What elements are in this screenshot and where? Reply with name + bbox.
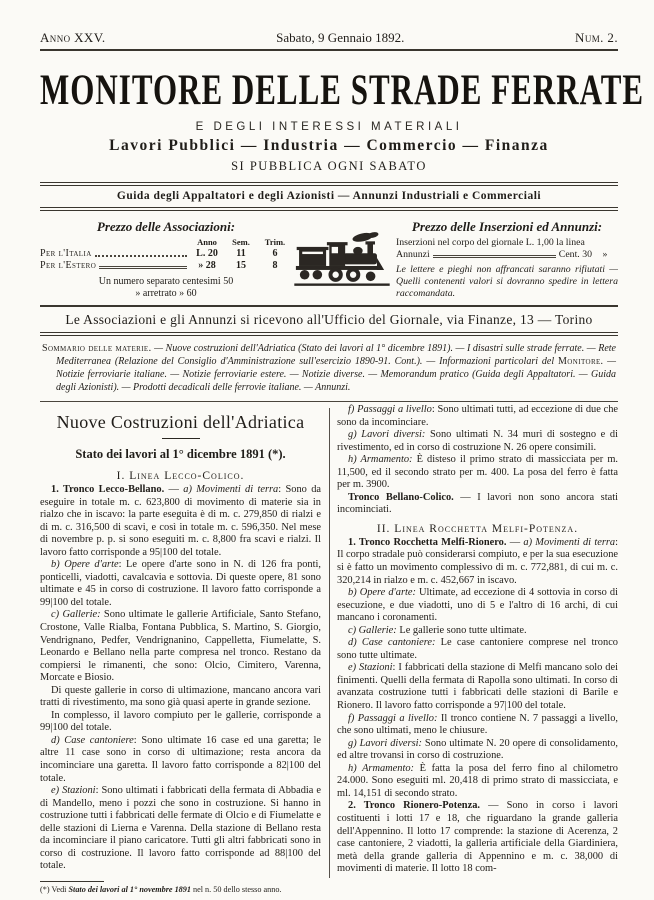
annunzi-unit: » (602, 249, 608, 260)
anno-label: Anno XXV. (40, 30, 106, 45)
paragraph (40, 785, 321, 873)
dot-leader (99, 265, 187, 269)
text-segment: In complesso, il lavoro compiuto per le gallerie, corrisponde a 99|100 del totale. (40, 709, 321, 734)
text-segment: Ultimate, ad eccezione di 4 sottovia in corso di esecuzione, e due viadotti, uno di 5 e l'altro di 16 archi, di cui mancano i coronamenti. (337, 587, 618, 624)
right-column (337, 404, 618, 900)
text-segment: d) Case cantoniere: (348, 637, 436, 649)
text-segment: — Sono in corso i lavori costituenti i lotti 17 e 18, che riguardano la grande galleria dell'Appennino. Il lotto 17 comprende: la stazione di Acerenza, 2 case cantoniere, 2 viadotti, la galleria artificiale della Giardiniera, metà della grande galleria di Appennino e m. c. 38,000 di movimenti di materie. Il lotto 18 com- (337, 800, 618, 875)
back-copy-note: » arretrato » 60 (135, 288, 197, 299)
date-label: Sabato, 9 Gennaio 1892. (276, 30, 405, 45)
text-segment: Sono ultimate N. 20 opere di consolidamento, ed altre trovansi in corso di costruzione. (337, 737, 618, 762)
text-segment: : Il corpo stradale può considerarsi compiuto, e per la sua esecuzione si è fatto un movimento complessivo di m. c. 772,881, di cui m. c. 320,214 in rialzo e m. c. 452,667 in iscavo. (337, 536, 618, 586)
price-anno: L. 20 (196, 248, 218, 259)
text-segment: — Nuove costruzioni dell'Adriatica (Stato dei lavori al 1° dicembre 1891). — I disastri sulle strade ferrate. — Rete Mediterranea (Relazione del Consiglio d'Amministrazione sull'esercizio 1890-91. Cont.). — Informazioni particolari del (56, 343, 616, 367)
text-segment: a) Movimenti di terra (523, 536, 616, 548)
dot-leader (433, 254, 556, 258)
text-segment: : Sono da eseguire in totale m. c. 623,800 di movimento di materie sia in rialzo che in iscavo: la parte eseguita è di m. c. 279,850 di rialzi e di m. c. 316,500 di scavi, e così in totale m. c. 596,350. Nel mese di novembre p. p. si sono eseguiti m. c. 8,800 fra scavi e rialzi. Il lavoro fatto corrisponde a 95|100 del totale. (40, 484, 322, 558)
article-title-underline (162, 438, 200, 439)
text-segment: — (164, 484, 184, 495)
paragraph (40, 735, 321, 785)
text-segment: : Sono ultimati i fabbricati della fermata di Abbadia e di Mandello, meno i pozzi che sono in costruzione. Si hanno in costruzione tutti i fabbricati delle fermate di Olcio e di Fiumelatte e delle stazioni di Lierna e Varenna. Della stazione di Bellano resta da incominciare il piano caricatore. Tutti gli altri fabbricati sono in corso di costruzione. Il lavoro fatto corrisponde ad 88|100 del totale. (40, 785, 322, 872)
section-heading-linea-lecco-colico: I. Linea Lecco-Colico. (116, 470, 245, 482)
col-header-trim: Trim. (264, 237, 286, 247)
price-trim: 8 (272, 260, 278, 271)
annunzi-price: Cent. 30 (558, 249, 592, 260)
article-columns (40, 404, 618, 900)
paragraph (337, 738, 618, 763)
associazioni-header-row (40, 237, 292, 247)
text-segment: h) Armamento: (348, 762, 415, 774)
col-header-sem: Sem. (232, 237, 250, 247)
text-segment: e) Stazioni (348, 662, 393, 674)
newspaper-subtitle-3: SI PUBBLICA OGNI SABATO (231, 159, 427, 173)
text-segment: Tronco Bellano-Colico. (348, 491, 454, 503)
spacer (40, 237, 190, 247)
text-segment: 1. Tronco Rocchetta Melfi-Rionero. (348, 536, 507, 548)
article-subtitle: Stato dei lavori al 1° dicembre 1891 (*). (75, 447, 286, 461)
text-segment: Stato dei lavori al 1° novembre 1891 (68, 884, 191, 894)
banner-section (40, 182, 618, 211)
price-sem: 15 (236, 260, 246, 271)
paragraph (337, 492, 618, 517)
text-segment: . — Notizie ferroviarie italiane. — Notizie ferroviarie estere. — Notizie diverse. — Memorandum pratico (Guida degli Appaltatori. — Guida degli Azionisti). — Prodotti decadicali delle ferrovie italiane. — Annunzi. (56, 356, 616, 393)
price-row-italia (40, 248, 292, 259)
masthead-header-row (40, 30, 618, 46)
text-segment: h) Armamento: (348, 454, 413, 466)
text-segment: Le case cantoniere comprese nel tronco sono tutte ultimate. (337, 637, 618, 661)
paragraph (40, 609, 321, 684)
col-header-anno: Anno (197, 237, 217, 247)
prices-section (40, 219, 618, 305)
inserzioni-note: Le lettere e pieghi non affrancati saranno rifiutati — Quelli contenenti valori si dovranno spedire in lettera raccomandata. (396, 264, 618, 300)
text-segment: a) Movimenti di terra (183, 484, 279, 495)
column-divider (329, 408, 330, 878)
annunzi-label: Annunzi (396, 249, 430, 260)
associazioni-table (40, 237, 292, 271)
text-segment: : Le opere d'arte sono in N. di 126 fra ponti, ponticelli, viadotti, cavalcavia e sottovia. Di queste opere, 81 sono ultimate e 45 in corso di costruzione. Il lavoro fatto corrisponde a 99|100 del totale. (40, 559, 321, 608)
paragraph (40, 559, 321, 609)
footnote (40, 885, 321, 895)
paragraph (337, 625, 618, 638)
text-segment: Di queste gallerie in corso di ultimazione, mancano ancora vari tratti di rivestimento, ma sono già quasi aperte in grande sezione. (40, 684, 321, 709)
paragraph (337, 713, 618, 738)
masthead-title-line (40, 65, 645, 114)
text-segment: b) Opere d'arte: (348, 587, 416, 599)
text-segment: b) Opere d'arte (51, 559, 119, 571)
associazioni-heading: Prezzo delle Associazioni: (96, 219, 236, 234)
inserzioni-line-2 (396, 249, 618, 260)
paragraph (337, 662, 618, 712)
price-row-estero (40, 260, 292, 271)
banner-bottom-rule (40, 207, 618, 211)
text-segment: È fatta la posa del ferro fino al chilometro 24.000. Sono eseguiti ml. 20,418 di primo strato di massicciata, e ml. 14,151 di secondo strato. (337, 762, 618, 799)
right-column-paragraphs-top (337, 404, 618, 517)
text-segment: f) Passaggi a livello: (348, 712, 438, 724)
paragraph (40, 685, 321, 710)
inserzioni-heading: Prezzo delle Inserzioni ed Annunzi: (411, 219, 603, 234)
text-segment: (*) Vedi (40, 884, 69, 894)
text-segment: g) Lavori diversi: (348, 429, 426, 441)
text-segment: Le gallerie sono tutte ultimate. (396, 624, 527, 636)
newspaper-subtitle-1: E DEGLI INTERESSI MATERIALI (195, 121, 463, 133)
newspaper-title: MONITORE DELLE STRADE FERRATE (40, 65, 645, 114)
paragraph (40, 484, 321, 559)
text-segment: : Sono ultimati tutti, ad eccezione di due che sono da incominciare. (337, 404, 618, 428)
paragraph (40, 710, 321, 735)
single-copy-note: Un numero separato centesimi 50 (98, 276, 234, 287)
text-segment: c) Gallerie: (348, 624, 397, 636)
price-sem: 11 (236, 248, 246, 259)
text-segment: Sommario delle materie. (42, 343, 152, 354)
text-segment: — (506, 536, 524, 548)
header-rule (40, 49, 618, 51)
text-segment: d) Case cantoniere (51, 734, 134, 746)
paragraph (337, 537, 618, 587)
locomotive-illustration (292, 219, 392, 305)
article-title: Nuove Costruzioni dell'Adriatica (56, 412, 305, 432)
text-segment: Sono ultimate le gallerie Artificiale, Santo Stefano, Crostone, Valle Rialba, Fontana Pubblica, S. Martino, S. Giorgio, Vendrignano, Pedfer, Vendrignanino, Cappelletta, Fiumelatte, S. Leonardo e Bellano nella parte compresa nel tronco. Restano da compiersi le rimanenti, che sono: Olcio, Cimitero, Varenna, Morcate e Biosio. (40, 609, 321, 684)
paragraph (337, 763, 618, 801)
paragraph (337, 587, 618, 625)
paragraph (337, 800, 618, 875)
text-segment: È disteso il primo strato di massicciata per m. 11,500, ed il secondo strato per m. 400. La posa del ferro è fatta per m. 3900. (337, 454, 618, 491)
inserzioni-block (392, 219, 618, 305)
paragraph (337, 637, 618, 662)
left-column-paragraphs (40, 484, 321, 873)
text-segment: c) Gallerie: (51, 609, 101, 621)
text-segment: Sono ultimati N. 34 muri di sostegno e di rivestimento, ed in corso di costruzione N. 26 opere consimili. (337, 429, 618, 453)
sommario-bottom-rule (40, 401, 618, 402)
paragraph (337, 454, 618, 492)
price-row-label: Per l'Estero (40, 260, 97, 271)
dot-leader (95, 254, 187, 257)
inserzioni-line1-text: Inserzioni nel corpo del giornale L. 1,00 la linea (396, 237, 585, 248)
price-row-label: Per l'Italia (40, 248, 92, 259)
right-column-paragraphs (337, 537, 618, 876)
text-segment: — I lavori non sono ancora stati incominciati. (337, 491, 618, 516)
footnote-rule (40, 881, 104, 882)
text-segment: : I fabbricati della stazione di Melfi mancano solo dei finimenti. Quelli della fermata di Rapolla sono ultimati. In corso di avanzata costruzione tutti i fabbricati delle stazioni di Barile e Rionero. Il lavoro fatto corrisponde a 97|100 del totale. (337, 662, 618, 712)
text-segment: f) Passaggi a livello (348, 404, 432, 415)
text-segment: g) Lavori diversi: (348, 737, 422, 749)
newspaper-subtitle-2: Lavori Pubblici — Industria — Commercio — Finanza (109, 137, 549, 154)
associazioni-block (40, 219, 292, 305)
text-segment: : Sono ultimate 16 case ed una garetta; le altre 11 case sono in corso di ultimazione; resta ancora da incominciare una garetta. Il lavoro fatto corrisponde a 82|100 del totale. (40, 734, 321, 784)
banner-text: Guida degli Appaltatori e degli Azionisti — Annunzi Industriali e Commerciali (116, 190, 542, 202)
paragraph (337, 404, 618, 429)
text-segment: Il tronco contiene N. 7 passaggi a livello, che sono ultimati, meno le chiusure. (337, 712, 618, 737)
steam-locomotive-icon (294, 231, 390, 293)
price-anno: » 28 (198, 260, 216, 271)
text-segment: 2. Tronco Rionero-Potenza. (348, 800, 480, 812)
sommario-block (40, 336, 618, 401)
section-heading-linea-rocchetta: II. Linea Rocchetta Melfi-Potenza. (376, 522, 579, 535)
inserzioni-line-1 (396, 237, 618, 248)
text-segment: nel n. 50 dello stesso anno. (190, 884, 282, 894)
text-segment: Monitore (558, 356, 601, 367)
office-address-line: Le Associazioni e gli Annunzi si ricevono all'Ufficio del Giornale, via Finanze, 13 — Torino (65, 312, 593, 327)
paragraph (337, 429, 618, 454)
left-column (40, 404, 321, 900)
text-segment: 1. Tronco Lecco-Bellano. (51, 484, 165, 495)
issue-number-label: Num. 2. (575, 30, 618, 45)
text-segment: e) Stazioni (51, 785, 96, 797)
price-trim: 6 (272, 248, 278, 259)
